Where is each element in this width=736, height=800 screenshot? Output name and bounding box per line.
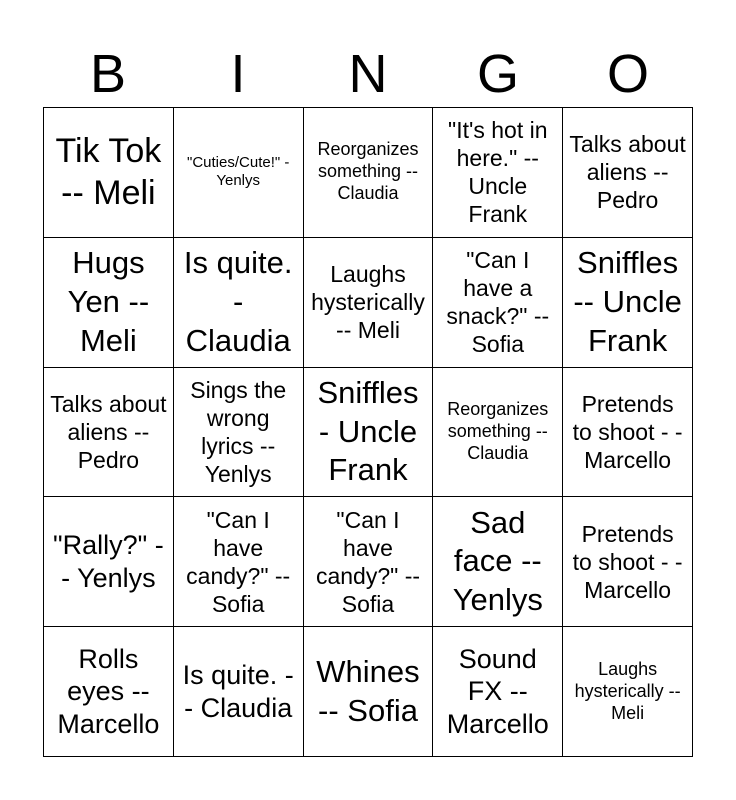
cell-text: Sings the wrong lyrics -- Yenlys xyxy=(190,376,287,488)
header-letter-i: I xyxy=(230,44,246,104)
cell-text: Hugs Yen -- Meli xyxy=(67,245,150,358)
cell-text: Sad face -- Yenlys xyxy=(452,504,543,618)
cell-text: Pretends to shoot - - Marcello xyxy=(572,390,683,474)
bingo-cell[interactable] xyxy=(433,368,563,498)
cell-text: Whines -- Sofia xyxy=(316,653,420,728)
bingo-cell[interactable] xyxy=(563,368,693,498)
cell-text: Reorganizes something -- Claudia xyxy=(317,139,419,204)
cell-text: "Can I have candy?" -- Sofia xyxy=(315,506,421,617)
bingo-cell[interactable] xyxy=(433,108,563,238)
cell-text: Laughs hysterically -- Meli xyxy=(311,261,425,344)
bingo-cell[interactable] xyxy=(44,497,174,627)
bingo-cell[interactable] xyxy=(174,108,304,238)
header-letter-g: G xyxy=(476,44,519,104)
bingo-card xyxy=(43,107,693,757)
bingo-cell[interactable] xyxy=(433,238,563,368)
cell-text: Sound FX -- Marcello xyxy=(446,644,549,739)
bingo-cell[interactable] xyxy=(563,238,693,368)
cell-text: Sniffles - Uncle Frank xyxy=(317,374,419,488)
bingo-cell[interactable] xyxy=(304,238,434,368)
cell-text: "Can I have candy?" -- Sofia xyxy=(186,506,291,617)
bingo-cell[interactable] xyxy=(304,497,434,627)
bingo-cell[interactable] xyxy=(174,497,304,627)
header-letter-o: O xyxy=(606,44,649,104)
cell-text: "Rally?" -- Yenlys xyxy=(53,530,164,593)
bingo-cell[interactable] xyxy=(174,627,304,757)
bingo-cell[interactable] xyxy=(174,238,304,368)
cell-text: Pretends to shoot - - Marcello xyxy=(572,520,683,603)
cell-text: Is quite. -- Claudia xyxy=(182,660,294,723)
bingo-cell[interactable] xyxy=(433,627,563,757)
cell-text: "It's hot in here." -- Uncle Frank xyxy=(448,117,548,228)
cell-text: Reorganizes something -- Claudia xyxy=(447,399,549,463)
cell-text: Talks about aliens -- Pedro xyxy=(50,390,167,474)
cell-text: Is quite. - Claudia xyxy=(183,245,293,358)
bingo-cell[interactable] xyxy=(433,497,563,627)
bingo-cell[interactable] xyxy=(44,108,174,238)
bingo-cell[interactable] xyxy=(563,108,693,238)
cell-text: Laughs hysterically -- Meli xyxy=(574,658,681,723)
bingo-cell[interactable] xyxy=(304,368,434,498)
bingo-cell[interactable] xyxy=(563,627,693,757)
bingo-cell[interactable] xyxy=(44,238,174,368)
header-letter-b: B xyxy=(89,44,127,104)
cell-text: Talks about aliens -- Pedro xyxy=(569,131,686,214)
cell-text: "Can I have a snack?" -- Sofia xyxy=(446,247,550,358)
bingo-cell[interactable] xyxy=(174,368,304,498)
bingo-cell[interactable] xyxy=(563,497,693,627)
cell-text: "Cuties/Cute!" - Yenlys xyxy=(187,154,290,190)
bingo-cell[interactable] xyxy=(44,368,174,498)
cell-text: Sniffles -- Uncle Frank xyxy=(573,245,682,358)
bingo-cell[interactable] xyxy=(304,627,434,757)
bingo-cell[interactable] xyxy=(44,627,174,757)
header-letter-n: N xyxy=(348,44,388,104)
cell-text: Tik Tok -- Meli xyxy=(55,131,162,213)
bingo-header xyxy=(43,42,693,106)
cell-text: Rolls eyes -- Marcello xyxy=(57,644,160,739)
bingo-cell[interactable] xyxy=(304,108,434,238)
